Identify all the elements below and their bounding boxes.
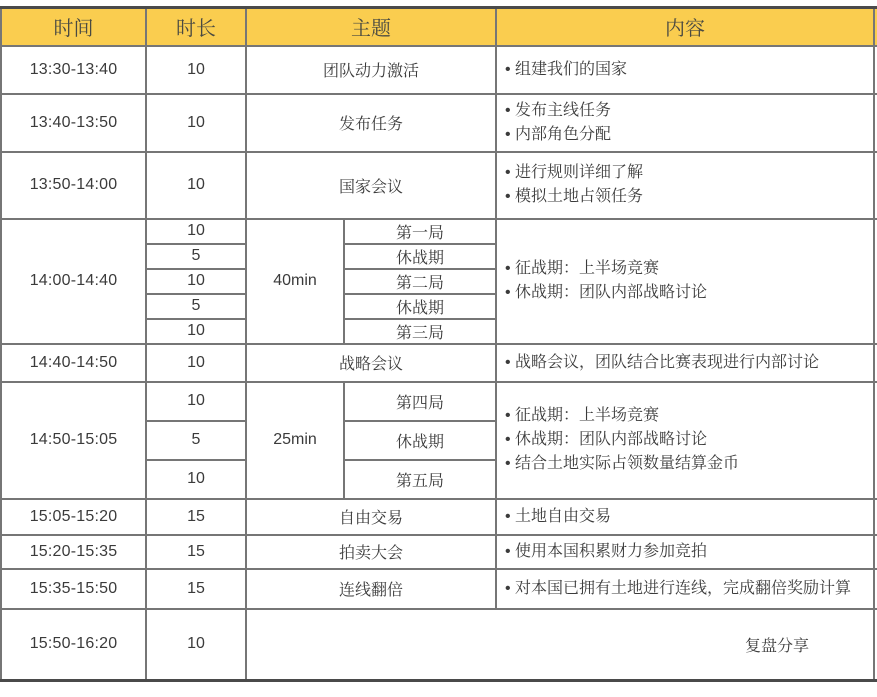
- topic-cell: 拍卖大会: [246, 535, 496, 569]
- table-row: [1, 499, 877, 535]
- sub-duration-cell: 10: [146, 319, 246, 344]
- sub-duration-cell: 10: [146, 382, 246, 421]
- sub-topic-cell: 第四局: [344, 382, 496, 421]
- topic-total-cell: 40min: [246, 219, 344, 344]
- duration-cell: 15: [146, 535, 246, 569]
- table-row: [1, 94, 877, 152]
- topic-cell: 国家会议: [246, 152, 496, 219]
- content-bullet: • 土地自由交易: [505, 507, 612, 525]
- content-bullet: • 进行规则详细了解: [505, 164, 644, 181]
- header-topic: 主题: [246, 8, 496, 46]
- time-cell: 15:20-15:35: [1, 535, 146, 569]
- content-bullet: • 战略会议，团队结合比赛表现进行内部讨论: [505, 353, 820, 371]
- sub-duration-cell: 10: [146, 219, 246, 244]
- content-bullet: • 发布主线任务: [505, 101, 612, 119]
- table-row-group: [1, 382, 877, 421]
- duration-cell: 10: [146, 94, 246, 152]
- content-cell: [496, 94, 874, 152]
- sub-topic-cell: 第三局: [344, 319, 496, 344]
- topic-cell: 战略会议: [246, 344, 496, 382]
- content-bullet: • 休战期：团队内部战略讨论: [505, 284, 708, 301]
- content-bullet: • 结合土地实际占领数量结算金币: [505, 455, 740, 472]
- review-merged-cell: 复盘分享: [246, 609, 874, 681]
- sub-topic-cell: 第一局: [344, 219, 496, 244]
- content-bullet: • 内部角色分配: [505, 125, 612, 143]
- sub-duration-cell: 5: [146, 244, 246, 269]
- content-bullet: • 休战期：团队内部战略讨论: [505, 431, 708, 448]
- content-cell: [496, 499, 874, 535]
- sub-duration-cell: 10: [146, 460, 246, 499]
- duration-cell: 10: [146, 152, 246, 219]
- time-cell: 15:05-15:20: [1, 499, 146, 535]
- table-row: [1, 344, 877, 382]
- table-row-group: [1, 219, 877, 244]
- table-row: [1, 569, 877, 609]
- topic-total-cell: 25min: [246, 382, 344, 499]
- time-cell: 14:50-15:05: [1, 382, 146, 499]
- topic-cell: 连线翻倍: [246, 569, 496, 609]
- schedule-table: [0, 6, 877, 682]
- header-time: 时间: [1, 8, 146, 46]
- table-row: [1, 535, 877, 569]
- content-bullet: • 征战期：上半场竞赛: [505, 260, 660, 277]
- duration-cell: 10: [146, 609, 246, 681]
- content-cell: [496, 382, 874, 499]
- content-bullet: • 使用本国积累财力参加竞拍: [505, 542, 708, 560]
- content-cell: [496, 569, 874, 609]
- content-bullet: • 对本国已拥有土地进行连线，完成翻倍奖励计算: [505, 579, 852, 597]
- time-cell: 15:35-15:50: [1, 569, 146, 609]
- sub-topic-cell: 休战期: [344, 244, 496, 269]
- time-cell: 13:50-14:00: [1, 152, 146, 219]
- header-content: 内容: [496, 8, 874, 46]
- content-cell: [496, 344, 874, 382]
- content-bullet: • 组建我们的国家: [505, 60, 628, 78]
- time-cell: 14:00-14:40: [1, 219, 146, 344]
- content-bullet: • 征战期：上半场竞赛: [505, 407, 660, 424]
- sub-duration-cell: 5: [146, 294, 246, 319]
- duration-cell: 15: [146, 499, 246, 535]
- content-bullet: • 模拟土地占领任务: [505, 188, 644, 205]
- sub-topic-cell: 第二局: [344, 269, 496, 294]
- time-cell: 13:30-13:40: [1, 46, 146, 94]
- sub-duration-cell: 10: [146, 269, 246, 294]
- content-cell: [496, 219, 874, 344]
- sub-duration-cell: 5: [146, 421, 246, 460]
- topic-cell: 发布任务: [246, 94, 496, 152]
- content-cell: [496, 152, 874, 219]
- topic-cell: 团队动力激活: [246, 46, 496, 94]
- time-cell: 13:40-13:50: [1, 94, 146, 152]
- content-cell: [496, 535, 874, 569]
- duration-cell: 10: [146, 344, 246, 382]
- table-row: [1, 46, 877, 94]
- sub-topic-cell: 第五局: [344, 460, 496, 499]
- header-row: [1, 8, 877, 46]
- content-cell: [496, 46, 874, 94]
- time-cell: 14:40-14:50: [1, 344, 146, 382]
- table-row: [1, 609, 877, 681]
- time-cell: 15:50-16:20: [1, 609, 146, 681]
- topic-cell: 自由交易: [246, 499, 496, 535]
- sub-topic-cell: 休战期: [344, 294, 496, 319]
- header-duration: 时长: [146, 8, 246, 46]
- sub-topic-cell: 休战期: [344, 421, 496, 460]
- duration-cell: 15: [146, 569, 246, 609]
- table-row: [1, 152, 877, 219]
- duration-cell: 10: [146, 46, 246, 94]
